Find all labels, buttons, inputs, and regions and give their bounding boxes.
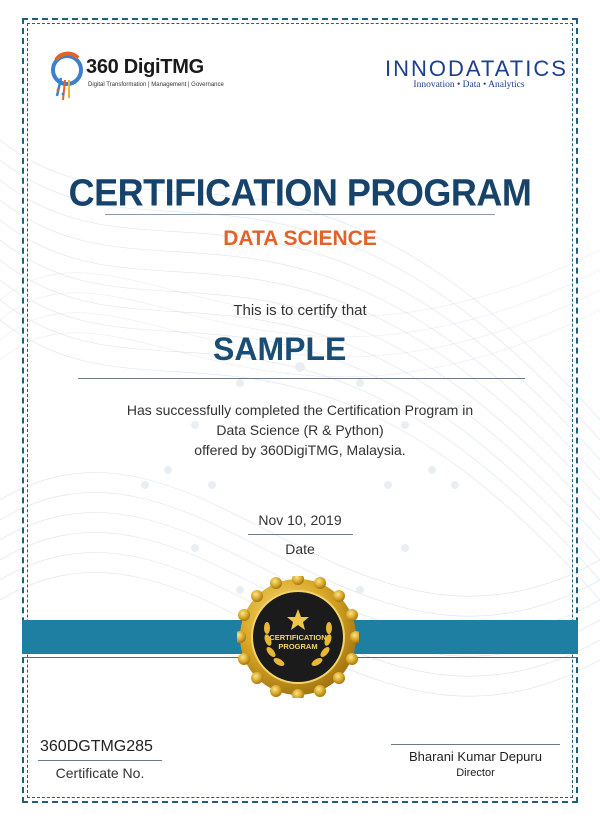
description-line-3: offered by 360DigiTMG, Malaysia. (194, 442, 406, 458)
seal-line-1: CERTIFICATION (269, 633, 327, 642)
innodatatics-tagline: Innovation • Data • Analytics (413, 80, 525, 90)
certificate-title: CERTIFICATION PROGRAM (68, 170, 532, 214)
signatory-name: Bharani Kumar Depuru (409, 749, 542, 764)
360digitmg-brand-text: 360 DigiTMG (86, 56, 204, 78)
date-value: Nov 10, 2019 (258, 512, 342, 528)
certificate-number-underline (38, 760, 162, 761)
certify-text: This is to certify that (233, 302, 367, 319)
date-underline (248, 534, 353, 535)
recipient-underline (78, 378, 525, 379)
signature-line (391, 744, 560, 745)
seal-line-2: PROGRAM (278, 642, 318, 651)
innodatatics-brand-text: INNODATATICS (385, 56, 568, 81)
description-line-1: Has successfully completed the Certification Program in (126, 402, 474, 418)
certificate-number: 360DGTMG285 (40, 738, 153, 755)
recipient-name: SAMPLE (213, 331, 347, 367)
completion-description (0, 400, 600, 460)
description-line-2: Data Science (R & Python) (216, 422, 384, 438)
certificate-number-label: Certificate No. (55, 765, 145, 781)
signatory-title: Director (456, 767, 495, 779)
360digitmg-mark-icon (50, 44, 86, 104)
title-divider (105, 214, 495, 215)
certification-seal (237, 576, 359, 698)
innodatatics-logo (385, 56, 568, 90)
date-label: Date (285, 541, 315, 557)
certificate-subtitle: DATA SCIENCE (223, 227, 377, 250)
360digitmg-tagline: Digital Transformation | Management | Governance (88, 82, 224, 88)
